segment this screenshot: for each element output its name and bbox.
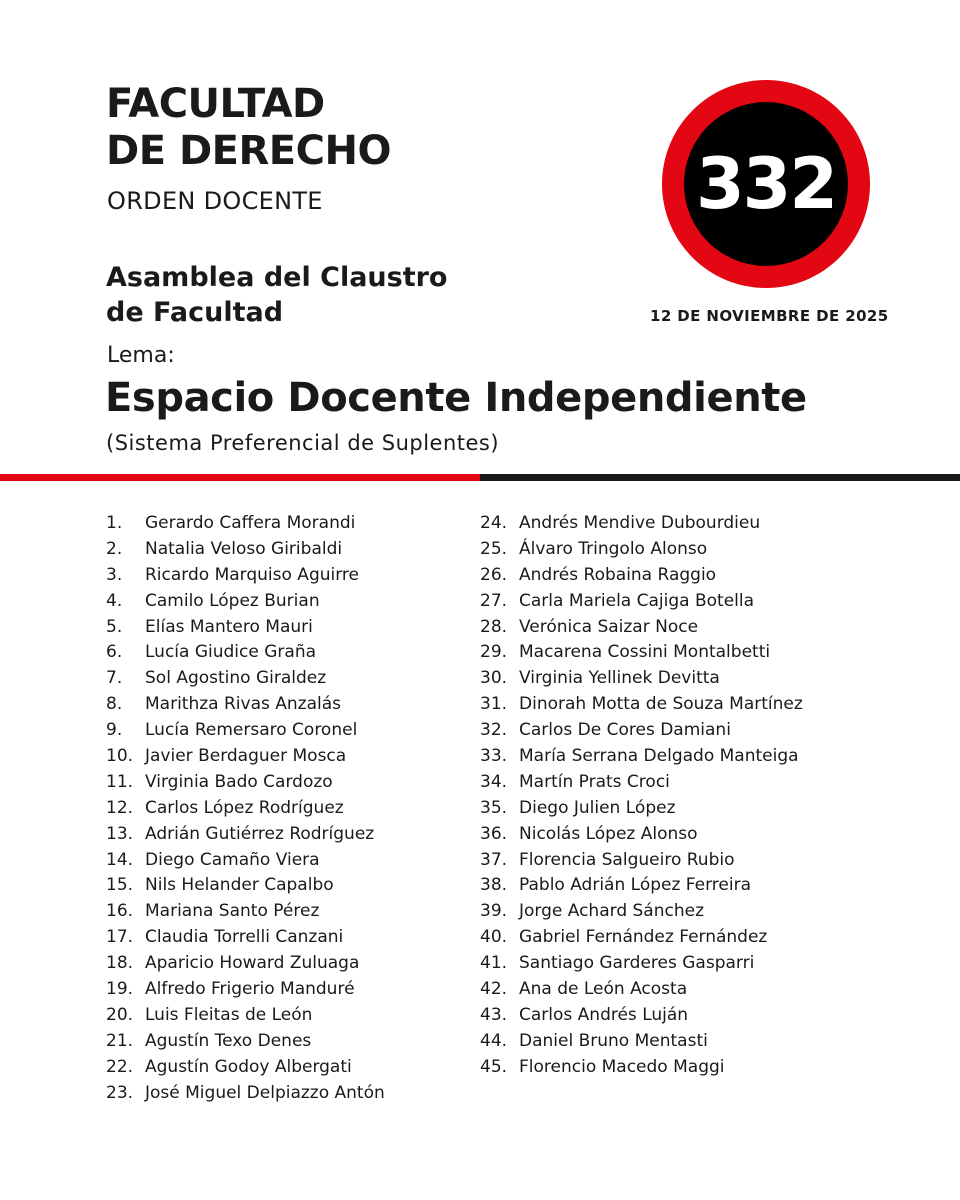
candidate-name: Verónica Saizar Noce: [519, 616, 699, 637]
candidate-row: [480, 1054, 940, 1080]
candidate-number: 30.: [480, 668, 508, 689]
candidate-name: Nicolás López Alonso: [519, 823, 698, 844]
lema-label: Lema:: [107, 343, 175, 368]
candidate-number: 14.: [106, 849, 134, 870]
candidate-name: Andrés Robaina Raggio: [519, 564, 717, 585]
candidate-number: 20.: [106, 1004, 134, 1025]
divider-red: [0, 474, 480, 481]
candidate-name: Daniel Bruno Mentasti: [519, 1030, 708, 1051]
candidate-number: 35.: [480, 797, 508, 818]
candidate-row: [480, 950, 940, 976]
candidate-name: Carlos De Cores Damiani: [519, 720, 731, 741]
candidate-name: Pablo Adrián López Ferreira: [519, 875, 752, 896]
candidate-name: Mariana Santo Pérez: [145, 901, 320, 922]
candidate-row: [480, 872, 940, 898]
candidate-name: Macarena Cossini Montalbetti: [519, 642, 771, 663]
candidate-row: [106, 1028, 486, 1054]
candidate-row: [106, 847, 486, 873]
candidate-number: 19.: [106, 979, 134, 1000]
candidate-row: [480, 536, 940, 562]
candidate-row: [480, 1002, 940, 1028]
candidate-name: Camilo López Burian: [145, 590, 320, 611]
faculty-title-line-2: DE DERECHO: [106, 128, 391, 174]
candidate-row: [480, 769, 940, 795]
candidate-row: [106, 898, 486, 924]
candidate-number: 15.: [106, 875, 134, 896]
candidate-row: [106, 691, 486, 717]
badge-inner-circle: [684, 102, 848, 266]
candidate-name: José Miguel Delpiazzo Antón: [145, 1082, 385, 1103]
candidate-number: 26.: [480, 564, 508, 585]
candidate-row: [480, 691, 940, 717]
assembly-title-line-2: de Facultad: [106, 297, 284, 328]
candidate-row: [106, 795, 486, 821]
candidate-number: 34.: [480, 771, 508, 792]
candidate-number: 41.: [480, 953, 508, 974]
candidate-number: 39.: [480, 901, 508, 922]
order-subtitle: ORDEN DOCENTE: [107, 187, 323, 215]
candidate-number: 5.: [106, 616, 123, 637]
candidate-row: [106, 1080, 486, 1106]
candidate-number: 10.: [106, 746, 134, 767]
candidate-name: Álvaro Tringolo Alonso: [519, 538, 708, 559]
candidate-name: María Serrana Delgado Manteiga: [519, 746, 799, 767]
candidate-row: [106, 872, 486, 898]
candidate-name: Virginia Bado Cardozo: [145, 771, 333, 792]
candidate-row: [480, 562, 940, 588]
candidate-name: Carlos López Rodríguez: [145, 797, 344, 818]
candidate-number: 40.: [480, 927, 508, 948]
candidate-number: 21.: [106, 1030, 134, 1051]
candidate-number: 18.: [106, 953, 134, 974]
candidate-name: Lucía Giudice Graña: [145, 642, 317, 663]
list-number: 332: [695, 143, 837, 225]
candidate-row: [480, 665, 940, 691]
candidate-number: 36.: [480, 823, 508, 844]
candidate-number: 3.: [106, 564, 123, 585]
assembly-title-line-1: Asamblea del Claustro: [106, 262, 448, 293]
candidate-row: [106, 510, 486, 536]
candidate-row: [106, 924, 486, 950]
candidate-name: Carla Mariela Cajiga Botella: [519, 590, 755, 611]
candidate-row: [106, 1054, 486, 1080]
candidate-row: [106, 743, 486, 769]
candidate-name: Ricardo Marquiso Aguirre: [145, 564, 359, 585]
candidate-row: [480, 898, 940, 924]
candidate-number: 29.: [480, 642, 508, 663]
candidate-row: [480, 510, 940, 536]
candidate-name: Javier Berdaguer Mosca: [145, 746, 347, 767]
list-number-badge: [662, 80, 870, 288]
candidate-row: [480, 588, 940, 614]
candidate-name: Sol Agostino Giraldez: [145, 668, 327, 689]
candidate-number: 31.: [480, 694, 508, 715]
candidate-name: Diego Camaño Viera: [145, 849, 320, 870]
candidate-row: [106, 588, 486, 614]
candidate-name: Adrián Gutiérrez Rodríguez: [145, 823, 375, 844]
candidate-name: Agustín Godoy Albergati: [145, 1056, 352, 1077]
candidate-number: 43.: [480, 1004, 508, 1025]
candidate-row: [106, 614, 486, 640]
candidate-row: [106, 950, 486, 976]
faculty-title-line-1: FACULTAD: [106, 81, 325, 127]
candidate-number: 37.: [480, 849, 508, 870]
candidate-number: 44.: [480, 1030, 508, 1051]
candidate-number: 2.: [106, 538, 123, 559]
candidate-row: [106, 562, 486, 588]
candidate-row: [480, 847, 940, 873]
candidate-row: [480, 614, 940, 640]
candidate-name: Santiago Garderes Gasparri: [519, 953, 755, 974]
candidate-row: [480, 795, 940, 821]
candidate-number: 23.: [106, 1082, 134, 1103]
candidate-number: 25.: [480, 538, 508, 559]
candidate-name: Virginia Yellinek Devitta: [519, 668, 720, 689]
candidate-number: 16.: [106, 901, 134, 922]
candidate-list-left: [106, 510, 486, 1105]
candidate-row: [480, 821, 940, 847]
candidate-number: 6.: [106, 642, 123, 663]
candidate-number: 12.: [106, 797, 134, 818]
candidate-number: 13.: [106, 823, 134, 844]
candidate-row: [106, 639, 486, 665]
candidate-number: 42.: [480, 979, 508, 1000]
candidate-name: Martín Prats Croci: [519, 771, 670, 792]
candidate-row: [106, 976, 486, 1002]
candidate-name: Andrés Mendive Dubourdieu: [519, 513, 761, 533]
candidate-number: 9.: [106, 720, 123, 741]
candidate-name: Elías Mantero Mauri: [145, 616, 313, 637]
candidate-row: [480, 717, 940, 743]
candidate-row: [106, 1002, 486, 1028]
candidate-number: 1.: [106, 513, 123, 533]
candidate-number: 11.: [106, 771, 134, 792]
candidate-row: [480, 924, 940, 950]
candidate-number: 27.: [480, 590, 508, 611]
candidate-row: [106, 665, 486, 691]
candidate-name: Florencio Macedo Maggi: [519, 1056, 725, 1077]
election-date: 12 DE NOVIEMBRE DE 2025: [650, 307, 889, 325]
candidate-name: Diego Julien López: [519, 797, 676, 818]
candidate-name: Agustín Texo Denes: [145, 1030, 312, 1051]
candidate-name: Florencia Salgueiro Rubio: [519, 849, 735, 870]
candidate-name: Alfredo Frigerio Manduré: [145, 979, 355, 1000]
candidate-name: Claudia Torrelli Canzani: [145, 927, 344, 948]
candidate-number: 24.: [480, 513, 508, 533]
candidate-name: Nils Helander Capalbo: [145, 875, 334, 896]
candidate-name: Carlos Andrés Luján: [519, 1004, 689, 1025]
candidate-row: [480, 639, 940, 665]
candidate-number: 4.: [106, 590, 123, 611]
candidate-name: Luis Fleitas de León: [145, 1004, 313, 1025]
lema-note: (Sistema Preferencial de Suplentes): [106, 431, 500, 455]
candidate-number: 45.: [480, 1056, 508, 1077]
candidate-name: Dinorah Motta de Souza Martínez: [519, 694, 803, 715]
candidate-number: 7.: [106, 668, 123, 689]
divider-black: [480, 474, 960, 481]
candidate-number: 22.: [106, 1056, 134, 1077]
candidate-row: [480, 1028, 940, 1054]
candidate-name: Natalia Veloso Giribaldi: [145, 538, 343, 559]
candidate-row: [106, 769, 486, 795]
candidate-row: [106, 821, 486, 847]
candidate-name: Jorge Achard Sánchez: [519, 901, 704, 922]
candidate-row: [106, 717, 486, 743]
candidate-number: 33.: [480, 746, 508, 767]
candidate-name: Ana de León Acosta: [519, 979, 688, 1000]
candidate-name: Gabriel Fernández Fernández: [519, 927, 768, 948]
candidate-name: Gerardo Caffera Morandi: [145, 513, 356, 533]
candidate-name: Aparicio Howard Zuluaga: [145, 953, 360, 974]
candidate-row: [480, 976, 940, 1002]
candidate-number: 38.: [480, 875, 508, 896]
candidate-list-right: [480, 510, 940, 1080]
candidate-number: 17.: [106, 927, 134, 948]
candidate-number: 8.: [106, 694, 123, 715]
candidate-row: [480, 743, 940, 769]
candidate-row: [106, 536, 486, 562]
candidate-number: 28.: [480, 616, 508, 637]
candidate-name: Marithza Rivas Anzalás: [145, 694, 341, 715]
lema-name: Espacio Docente Independiente: [105, 375, 807, 421]
candidate-name: Lucía Remersaro Coronel: [145, 720, 358, 741]
candidate-number: 32.: [480, 720, 508, 741]
